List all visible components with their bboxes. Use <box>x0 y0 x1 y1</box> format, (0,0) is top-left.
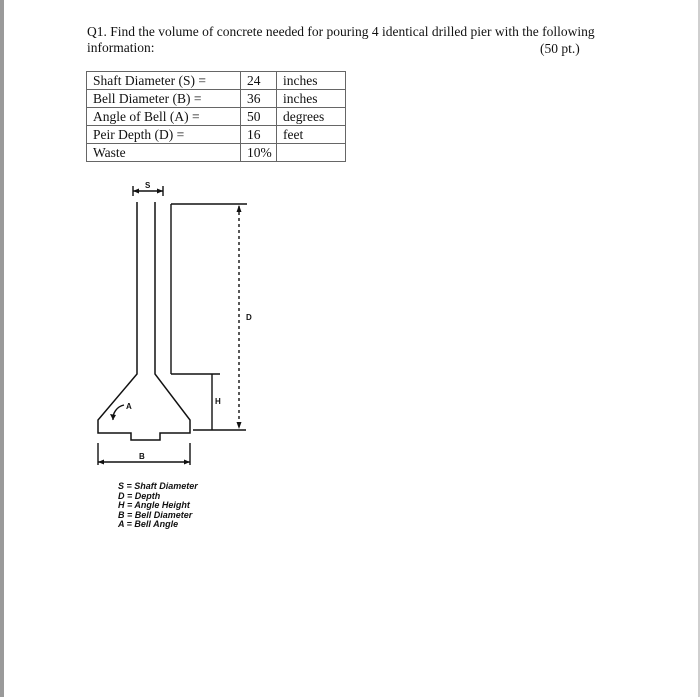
label-h: H <box>215 397 221 406</box>
legend-item: S = Shaft Diameter <box>118 481 198 491</box>
row-value: 36 <box>241 90 277 108</box>
d-arrow-bottom <box>237 422 242 429</box>
label-d: D <box>246 313 252 322</box>
label-b: B <box>139 452 145 461</box>
pier-outline <box>98 202 190 440</box>
legend-item: H = Angle Height <box>118 500 190 510</box>
angle-arc <box>113 405 124 420</box>
legend-item: B = Bell Diameter <box>118 509 193 520</box>
d-arrow-top <box>237 205 242 212</box>
label-s: S <box>145 181 151 190</box>
row-value: 10% <box>241 144 277 162</box>
s-arrow-left <box>133 189 139 194</box>
row-unit: feet <box>277 126 346 144</box>
diagram-legend <box>118 482 198 530</box>
row-unit: inches <box>277 90 346 108</box>
b-arrow-right <box>184 460 190 465</box>
angle-arrow <box>110 414 116 420</box>
s-arrow-right <box>157 189 163 194</box>
row-value: 50 <box>241 108 277 126</box>
row-value: 24 <box>241 72 277 90</box>
label-a: A <box>126 402 132 411</box>
question-text: Q1. Find the volume of concrete needed for pouring 4 identical drilled pier with the following information: <box>87 24 595 55</box>
row-label: Bell Diameter (B) = <box>87 90 241 108</box>
b-arrow-left <box>98 460 104 465</box>
row-label: Shaft Diameter (S) = <box>87 72 241 90</box>
row-label: Peir Depth (D) = <box>87 126 241 144</box>
row-label: Angle of Bell (A) = <box>87 108 241 126</box>
question-points: (50 pt.) <box>540 41 580 56</box>
legend-item: A = Bell Angle <box>118 519 179 529</box>
row-unit: degrees <box>277 108 346 126</box>
legend-item: D = Depth <box>118 490 161 501</box>
row-unit: inches <box>277 72 346 90</box>
row-label: Waste <box>87 144 241 162</box>
row-value: 16 <box>241 126 277 144</box>
